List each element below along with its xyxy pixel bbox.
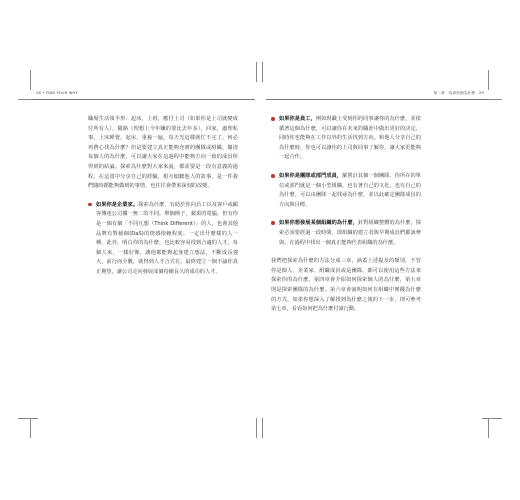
bullet-dot-icon bbox=[271, 174, 275, 178]
crop-mark bbox=[488, 418, 489, 438]
bullet-lead: 如果你想發展某個組織的為什麼， bbox=[279, 220, 358, 227]
left-page bbox=[88, 115, 238, 287]
crop-mark bbox=[482, 418, 502, 419]
crop-mark bbox=[30, 418, 31, 438]
bullet-dot-icon bbox=[271, 221, 275, 225]
body-paragraph: 職場生活領半形：起床，上班，應付上司（如果你是上司就變成付所有人），隨路（理想上今年賺的要比去年多），回家，處理私事，上床睡覺。起床，重複一遍。每天光這樣就忙不完了，何必再費心找為什麼？但是要建立真正能夠充實的團隊或組織，釐清每個人的為什麼，可以讓大家在這過程中能夠方向一致的成員所得到的結論。探索為什麼對大家來說，都需要是一段有意義的過程。在這當中分享自己的經驗，相互傾聽他人的故事，是一件我們隨時都能夠做到的事情，也往往會帶來深刻的改變。 bbox=[88, 116, 238, 190]
header-rule bbox=[266, 99, 488, 100]
bullet-dot-icon bbox=[271, 117, 275, 121]
bullet-text: 針對組織整體的為什麼，探索必須要經過一段時間，即組織的建立者與早期成員們都該參與，在過程中找出一個真正能夠代表組織的為什麼。 bbox=[279, 220, 421, 246]
bullet-lead: 如果你是企業家。 bbox=[96, 201, 139, 208]
crop-mark bbox=[30, 70, 31, 90]
running-header-right: 第二章 找尋你個為什麼：29 bbox=[433, 91, 484, 95]
crop-mark bbox=[262, 418, 263, 438]
bullet-dot-icon bbox=[88, 203, 92, 207]
body-paragraph: 我們把探索為什麼的方法分成三章，涵蓋上述提及的類別，不管你是個人、企業家、組織成員或是團隊，都可以使用這些方法來探索你的為什麼。第四章會介紹如何探索個人的為什麼，第五章則是探索團隊的為什麼。第六章會說明如何在組織中實踐為什麼的方式。如果你想深入了解找到為什麼之後的下一步，則可參考第七章，看看如何把為什麼付諸行動。 bbox=[271, 258, 421, 313]
crop-mark bbox=[262, 62, 263, 82]
header-rule bbox=[33, 99, 255, 100]
crop-mark bbox=[488, 70, 489, 90]
running-header-left: 28 • FIND YOUR WHY bbox=[36, 91, 78, 95]
crop-mark bbox=[256, 418, 257, 438]
crop-mark bbox=[256, 62, 257, 82]
bullet-text: 例如現職上受到你的同事讓你的為什麼，並依循著這個為什麼，可以讓你在未來的職涯中做出更好的決定，同時你也能夠在工作以外的生活找到方向。和他人分享自己的為什麼時，你也可以讓你的上司與同事了解你，讓大家更能夠一起合作。 bbox=[279, 116, 421, 161]
right-page bbox=[271, 115, 421, 324]
bullet-item-team-member bbox=[271, 172, 421, 210]
bullet-item-employee bbox=[271, 115, 421, 163]
bullet-lead: 如果你是員工， bbox=[279, 116, 316, 122]
crop-mark bbox=[18, 418, 38, 419]
bullet-text: 探索為什麼，有助於你向員工以及客戶或顧客傳達公司獨一無二的不同。舉個例子，蘋果的電腦，但有你是一個有個「不同凡想（Think Different）」的人，也會其他品牌有對截個(DaS)的情感依賴程度。一定出什麼樣的人一種，此外，明白你的為什麼，也比較容易找到合適的人才。每個人來，一樣好像，讓他都能夠起身建立想法，不斷成長強大，前行而全數，就得到人才合式在。最終建立一個不論你真正期望，讓公司走向發展成個持續長久的成功的人才。 bbox=[96, 201, 238, 275]
bullet-item-entrepreneur bbox=[88, 201, 238, 278]
bullet-item-organization bbox=[271, 219, 421, 248]
bullet-text: 羅嘗計其個一個團隊，你所在的單位或部門就是一個小型組織，也有著自己的文化，也有自己的為什麼。可以由團隊一起找尋為什麼，並以此確定團隊成員的方向與目標。 bbox=[279, 172, 421, 208]
bullet-lead: 如果你是團隊或部門成員， bbox=[279, 172, 343, 179]
